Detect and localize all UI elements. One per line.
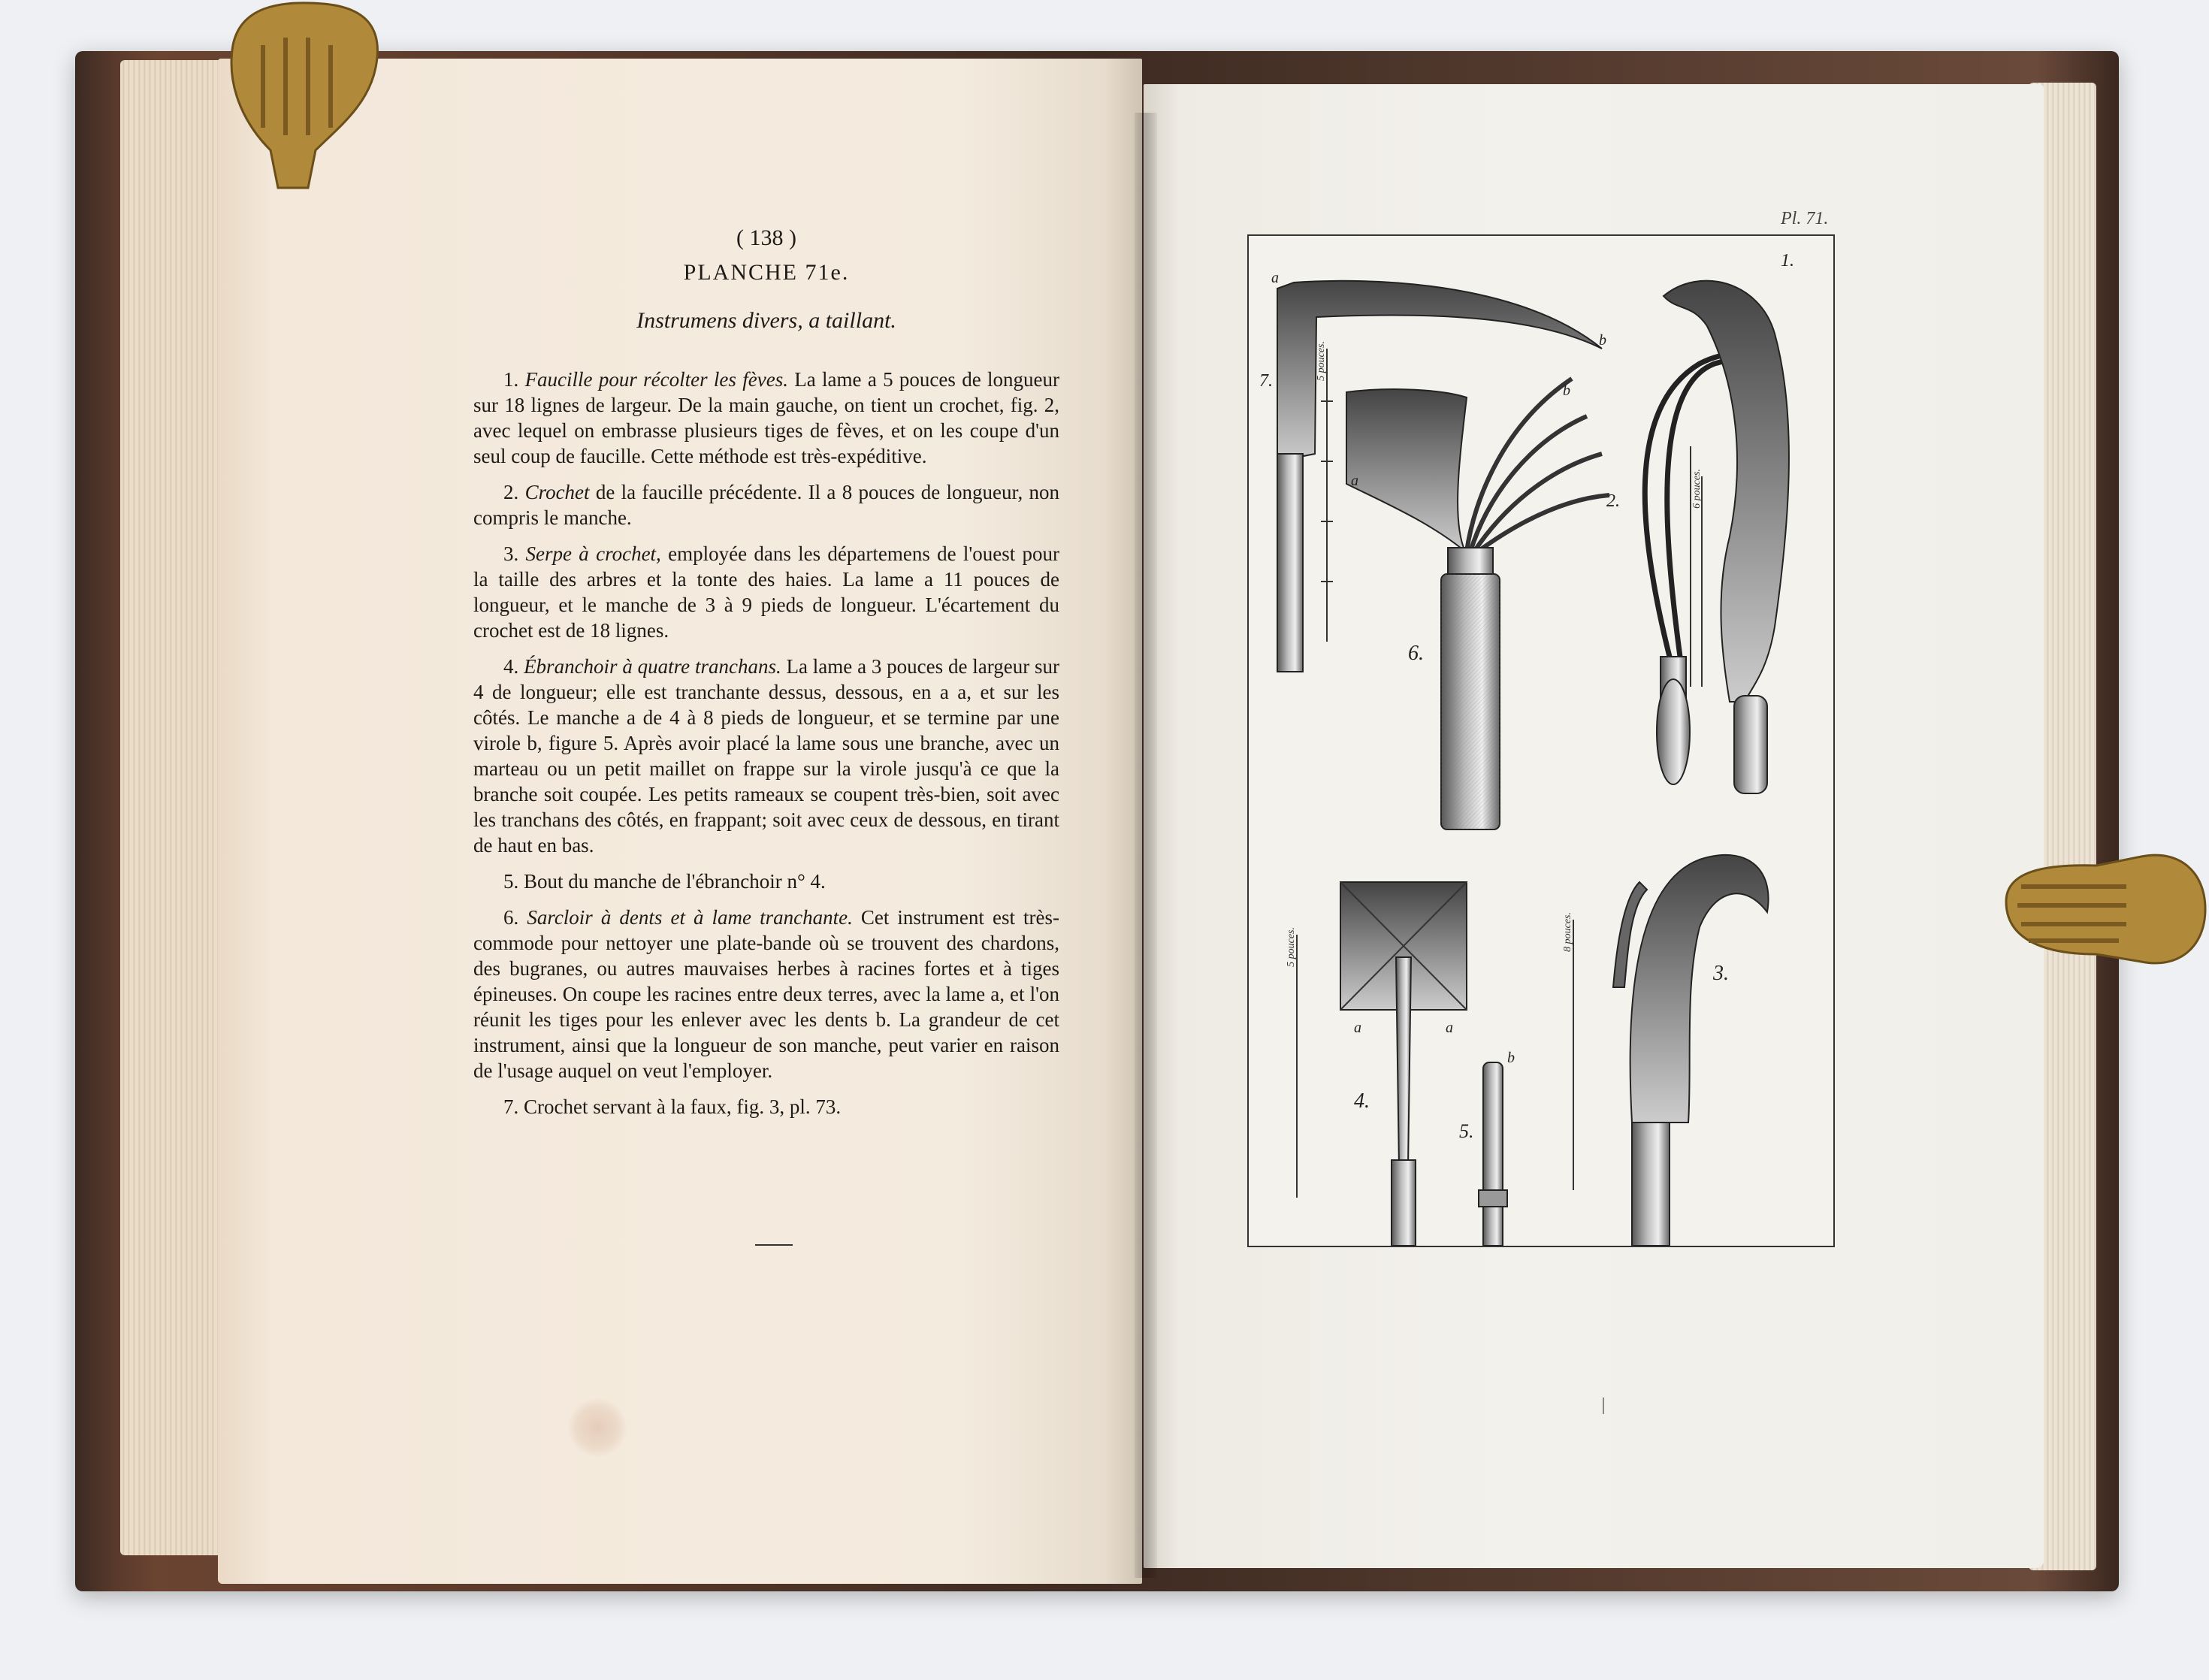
section-subtitle: Instrumens divers, a taillant. xyxy=(636,308,896,333)
item-paragraph xyxy=(473,1094,1059,1119)
item-paragraph xyxy=(473,479,1059,530)
fig4-label: 4. xyxy=(1354,1089,1370,1113)
figure-5-handle-end xyxy=(1479,1062,1507,1246)
item-number: 7. xyxy=(503,1095,519,1118)
item-paragraph xyxy=(473,367,1059,469)
foxing-stain xyxy=(567,1397,627,1458)
label-b-fig7: b xyxy=(1599,332,1606,349)
plate-engraving xyxy=(1249,236,1833,1246)
scale-label-fig1: 6 pouces. xyxy=(1691,469,1703,509)
fig6-label: 6. xyxy=(1408,642,1424,665)
engraved-plate xyxy=(1247,234,1835,1247)
label-b-fig6: b xyxy=(1563,382,1570,399)
item-text: de la faucille précédente. Il a 8 pouces de longueur, non compris le manche. xyxy=(473,481,1060,529)
item-number: 6. xyxy=(503,906,519,929)
item-text: Cet instrument est très-commode pour nettoyer une plate-bande où se trouvent des chardons, des bugranes, ou autres mauvaises herbes à racines fortes et à tiges épineuses. On coupe les racines entre deux terres, avec la lame a, et l'on réunit les tiges pour les enlever avec les dents b. La grandeur de cet instrument, ainsi que la longueur de son manche, peut varier en raison de l'usage auquel on veut l'employer. xyxy=(473,906,1059,1082)
label-a-fig4-left: a xyxy=(1354,1020,1361,1036)
label-b-fig5: b xyxy=(1507,1050,1515,1066)
item-title: Crochet xyxy=(524,481,590,503)
fig3-label: 3. xyxy=(1713,962,1729,985)
figure-2-crochet xyxy=(1645,355,1731,784)
brass-hand-clamp-right xyxy=(1991,811,2209,1007)
item-paragraph xyxy=(473,869,1059,894)
label-a-fig6: a xyxy=(1351,473,1358,489)
item-number: 3. xyxy=(503,542,519,565)
label-a-fig7: a xyxy=(1271,270,1279,286)
scale-label-fig4: 5 pouces. xyxy=(1286,927,1297,967)
scale-label-fig7: 5 pouces. xyxy=(1316,341,1327,381)
item-number: 5. xyxy=(503,870,519,893)
item-title: Sarcloir à dents et à lame tranchante. xyxy=(527,906,853,929)
item-number: 4. xyxy=(503,655,519,678)
item-text: Crochet servant à la faux, fig. 3, pl. 73. xyxy=(524,1095,842,1118)
scale-label-fig3: 8 pouces. xyxy=(1562,912,1573,952)
item-text: La lame a 5 pouces de longueur sur 18 lignes de largeur. De la main gauche, on tient un crochet, fig. 2, avec lequel on embrasse plusieurs tiges de fèves, et on les coupe d'un seul coup de faucille. Cette méthode est très-expéditive. xyxy=(473,368,1059,467)
label-a-fig4-right: a xyxy=(1446,1020,1453,1036)
fig2-label: 2. xyxy=(1606,491,1620,511)
item-title: Faucille pour récolter les fèves. xyxy=(524,368,788,391)
item-number: 2. xyxy=(503,481,519,503)
item-paragraph xyxy=(473,654,1059,858)
brass-hand-clamp-top xyxy=(210,0,391,195)
item-title: Serpe à crochet, xyxy=(525,542,661,565)
page-number: ( 138 ) xyxy=(736,225,796,250)
item-text: La lame a 3 pouces de largeur sur 4 de longueur; elle est tranchante dessus, dessous, en a a, et sur les côtés. Le manche a de 4 à 8 pieds de longueur, et se termine par une virole b, figure 5. Après avoir placé la lame sous une branche, avec un marteau ou un petit maillet on frappe sur la virole jusqu'à ce que la branche soit coupée. Les petits rameaux se coupent très-bien, soit avec les tranchans des côtés, en frappant; soit avec ceux de dessous, en tirant de haut en bas. xyxy=(473,655,1060,857)
item-paragraph xyxy=(473,541,1059,643)
plate-label: Pl. 71. xyxy=(1781,209,1829,228)
book-gutter xyxy=(1135,113,1157,1578)
figure-6-weeder xyxy=(1346,379,1609,829)
bottom-mark xyxy=(1603,1397,1604,1414)
page-edges-left xyxy=(120,60,225,1555)
figure-3-billhook xyxy=(1573,855,1769,1246)
figure-4-pruning-blade xyxy=(1297,882,1467,1246)
fig5-label: 5. xyxy=(1459,1120,1474,1142)
fig7-label: 7. xyxy=(1259,371,1273,391)
text-block xyxy=(473,225,1059,1130)
fig1-label: 1. xyxy=(1781,251,1794,270)
item-paragraph xyxy=(473,905,1059,1083)
item-list xyxy=(473,367,1059,1119)
item-number: 1. xyxy=(503,368,519,391)
item-text: employée dans les départemens de l'ouest pour la taille des arbres et la tonte des haies. La lame a 11 pouces de longueur, et le manche de 3 à 9 pieds de longueur. L'écartement du crochet est de 18 lignes. xyxy=(473,542,1060,642)
item-text: Bout du manche de l'ébranchoir n° 4. xyxy=(524,870,826,893)
end-rule xyxy=(755,1244,793,1246)
plate-heading: PLANCHE 71e. xyxy=(683,260,850,285)
item-title: Ébranchoir à quatre tranchans. xyxy=(524,655,781,678)
